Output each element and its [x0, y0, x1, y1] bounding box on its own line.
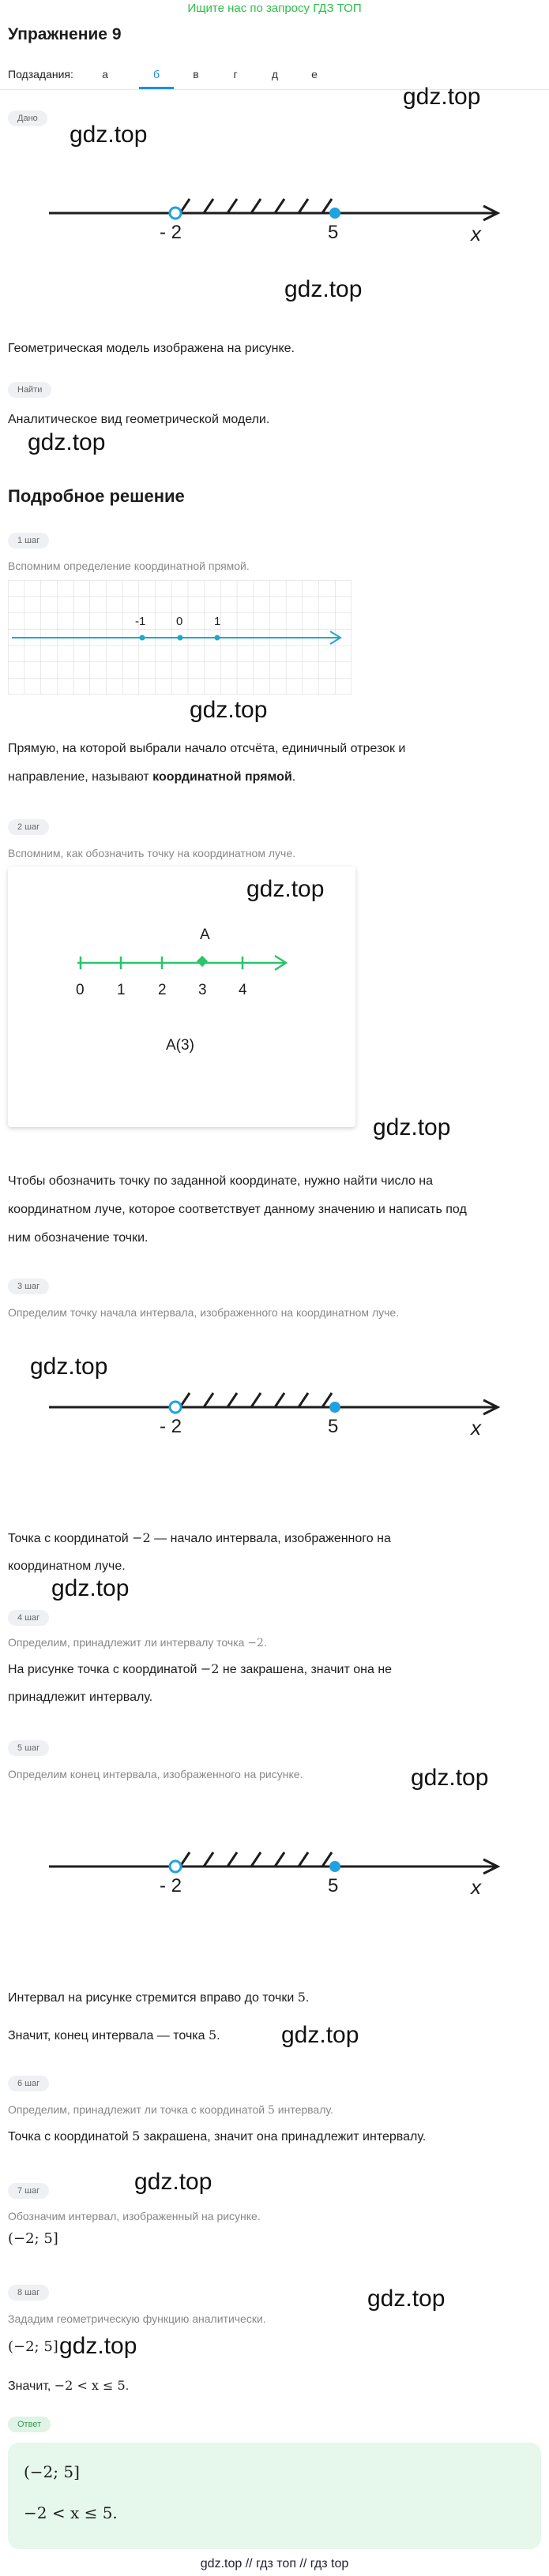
- number-line-step5: [0, 1847, 549, 1906]
- watermark: gdz.top: [134, 2169, 212, 2195]
- solution-title: Подробное решение: [8, 486, 185, 506]
- step-1-badge: 1 шаг: [8, 533, 49, 549]
- page-title: Упражнение 9: [8, 25, 122, 43]
- tick-label: 1: [117, 982, 126, 998]
- subtasks-label: Подзадания:: [8, 68, 73, 80]
- step-8-text: Значит, −2 < x ≤ 5.: [8, 2378, 130, 2393]
- step-1-text: направление, называют координатной прямой.: [8, 770, 296, 784]
- axis-label-right: 5: [328, 1875, 339, 1896]
- axis-label-left: - 2: [160, 222, 182, 243]
- axis-label-left: - 2: [160, 1416, 182, 1437]
- tab-v[interactable]: в: [193, 68, 199, 80]
- step-8-hint: Зададим геометрическую функцию аналитически.: [8, 2312, 266, 2325]
- axis-variable: x: [471, 1875, 481, 1899]
- find-badge: Найти: [8, 382, 51, 398]
- given-badge: Дано: [8, 110, 47, 126]
- given-text: Геометрическая модель изображена на рисунке.: [8, 342, 295, 355]
- coordinate-grid: [8, 580, 352, 695]
- axis-label-right: 5: [328, 222, 339, 243]
- watermark: gdz.top: [367, 2286, 446, 2312]
- answer-line: −2 < x ≤ 5.: [24, 2503, 118, 2522]
- number-line-given: [0, 193, 549, 253]
- step-3-text: координатном луче.: [8, 1559, 126, 1573]
- tab-a[interactable]: а: [102, 68, 108, 80]
- step-6-text: Точка с координатой 5 закрашена, значит она принадлежит интервалу.: [8, 2129, 427, 2144]
- step-7-badge: 7 шаг: [8, 2183, 49, 2199]
- coordinate-ray: [8, 915, 355, 1058]
- grid-label: 1: [214, 615, 221, 628]
- step-7-hint: Обозначим интервал, изображенный на рисунке.: [8, 2210, 261, 2222]
- step-5-badge: 5 шаг: [8, 1740, 49, 1756]
- answer-box: [8, 2443, 541, 2549]
- step-4-text: На рисунке точка с координатой −2 не закрашена, значит она не: [8, 1661, 393, 1676]
- point-label: A: [200, 927, 210, 943]
- tick-label: 0: [76, 982, 85, 998]
- answer-line: (−2; 5]: [24, 2462, 80, 2481]
- watermark: gdz.top: [51, 1575, 130, 1601]
- search-hint: Ищите нас по запросу ГДЗ ТОП: [187, 2, 362, 15]
- step-5-text: Интервал на рисунке стремится вправо до точки 5.: [8, 1990, 310, 2005]
- answer-badge: Ответ: [8, 2417, 51, 2432]
- step-2-badge: 2 шаг: [8, 819, 49, 835]
- watermark: gdz.top: [246, 876, 325, 902]
- watermark: gdz.top: [373, 1114, 451, 1140]
- axis-label-left: - 2: [160, 1875, 182, 1896]
- tick-label: 4: [239, 982, 247, 998]
- step-8-badge: 8 шаг: [8, 2285, 49, 2301]
- step-5-hint: Определим конец интервала, изображенного на рисунке.: [8, 1768, 303, 1780]
- step-4-hint: Определим, принадлежит ли интервалу точка −2.: [8, 1636, 267, 1649]
- step-6-badge: 6 шаг: [8, 2076, 49, 2091]
- tick-label: 3: [198, 982, 207, 998]
- watermark: gdz.top: [28, 429, 106, 455]
- step-7-math: (−2; 5]: [8, 2230, 58, 2247]
- step-2-hint: Вспомним, как обозначить точку на координатном луче.: [8, 847, 295, 859]
- find-text: Аналитическое вид геометрической модели.: [8, 413, 270, 426]
- tab-d[interactable]: д: [271, 68, 279, 80]
- step-2-text: ним обозначение точки.: [8, 1231, 149, 1245]
- axis-variable: x: [471, 222, 481, 245]
- number-line-step3: [0, 1387, 549, 1447]
- footer-links[interactable]: gdz.top // гдз топ // гдз top: [200, 2557, 349, 2570]
- tab-g[interactable]: г: [233, 68, 238, 80]
- step-4-badge: 4 шаг: [8, 1610, 49, 1626]
- grid-label: -1: [135, 615, 146, 628]
- watermark: gdz.top: [30, 1354, 108, 1380]
- tab-e[interactable]: е: [311, 68, 318, 80]
- watermark: gdz.top: [59, 2333, 137, 2359]
- grid-label: 0: [176, 615, 183, 628]
- point-caption: A(3): [166, 1037, 194, 1054]
- watermark: gdz.top: [403, 84, 481, 110]
- watermark: gdz.top: [70, 122, 148, 148]
- step-3-text: Точка с координатой −2 — начало интервала, изображенного на: [8, 1530, 391, 1545]
- tab-b[interactable]: б: [152, 68, 160, 80]
- step-3-hint: Определим точку начала интервала, изображенного на координатном луче.: [8, 1306, 400, 1319]
- step-3-badge: 3 шаг: [8, 1279, 49, 1294]
- step-2-text: координатном луче, которое соответствует данному значению и написать под: [8, 1203, 467, 1216]
- watermark: gdz.top: [190, 697, 268, 723]
- step-6-hint: Определим, принадлежит ли точка с координатой 5 интервалу.: [8, 2103, 333, 2117]
- watermark: gdz.top: [411, 1765, 489, 1791]
- axis-label-right: 5: [328, 1416, 339, 1437]
- step-1-text: Прямую, на которой выбрали начало отсчёта, единичный отрезок и: [8, 742, 406, 755]
- step-5-text: Значит, конец интервала — точка 5.: [8, 2027, 220, 2042]
- step-1-hint: Вспомним определение координатной прямой.: [8, 560, 250, 572]
- step-2-text: Чтобы обозначить точку по заданной координате, нужно найти число на: [8, 1174, 434, 1188]
- step-4-text: принадлежит интервалу.: [8, 1690, 153, 1704]
- watermark: gdz.top: [284, 276, 363, 302]
- watermark: gdz.top: [281, 2022, 359, 2048]
- axis-variable: x: [471, 1416, 481, 1440]
- step-8-math: (−2; 5]: [8, 2338, 58, 2355]
- tick-label: 2: [158, 982, 167, 998]
